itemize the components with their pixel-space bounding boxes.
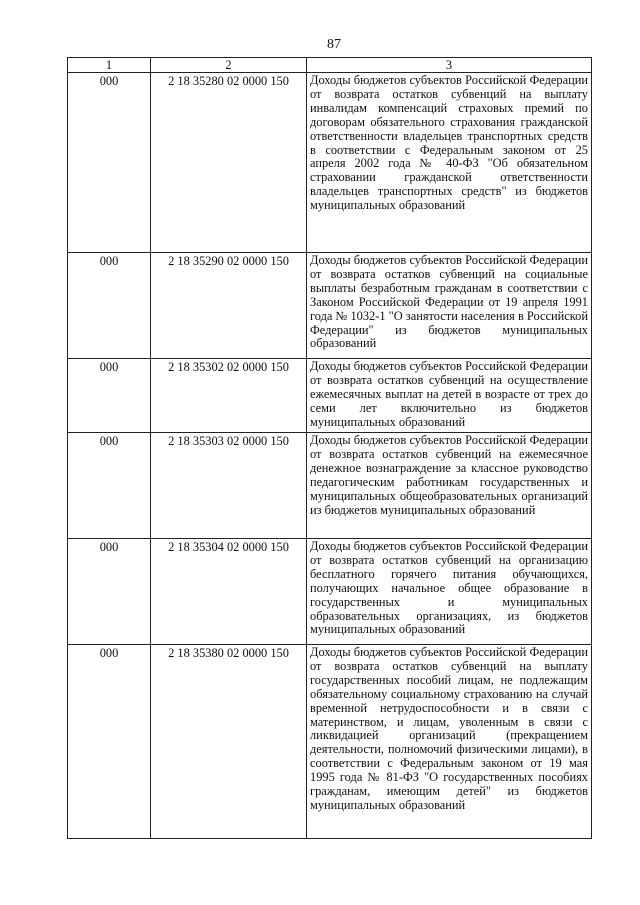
income-name-cell: Доходы бюджетов субъектов Российской Федерации от возврата остатков субвенций на организацию бесплатного горячего питания обучающихся, получающих начальное общее образование в государственных и муниципальных образовательных организациях, из бюджетов муниципальных образований bbox=[307, 539, 592, 645]
admin-code-cell: 000 bbox=[68, 645, 151, 839]
admin-code-cell: 000 bbox=[68, 73, 151, 253]
table-row bbox=[68, 253, 592, 359]
admin-code-cell: 000 bbox=[68, 359, 151, 433]
table-row bbox=[68, 433, 592, 539]
table-row bbox=[68, 539, 592, 645]
income-name-cell: Доходы бюджетов субъектов Российской Федерации от возврата остатков субвенций на выплату государственных пособий лицам, не подлежащим обязательному социальному страхованию на случай временной нетрудоспособности и в связи с материнством, и лицам, уволенным в связи с ликвидацией организаций (прекращением деятельности, полномочий физическими лицами), в соответствии с Федеральным законом от 19 мая 1995 года № 81-ФЗ "О государственных пособиях гражданам, имеющим детей" из бюджетов муниципальных образований bbox=[307, 645, 592, 839]
income-code-cell: 2 18 35303 02 0000 150 bbox=[151, 433, 307, 539]
admin-code-cell: 000 bbox=[68, 253, 151, 359]
table-header-row bbox=[68, 58, 592, 73]
table-row bbox=[68, 645, 592, 839]
income-code-cell: 2 18 35290 02 0000 150 bbox=[151, 253, 307, 359]
table-row bbox=[68, 73, 592, 253]
income-name-cell: Доходы бюджетов субъектов Российской Федерации от возврата остатков субвенций на социальные выплаты безработным гражданам в соответствии с Законом Российской Федерации от 19 апреля 1991 года № 1032-1 "О занятости населения в Российской Федерации" из бюджетов муниципальных образований bbox=[307, 253, 592, 359]
admin-code-cell: 000 bbox=[68, 433, 151, 539]
income-code-cell: 2 18 35280 02 0000 150 bbox=[151, 73, 307, 253]
column-header-1: 1 bbox=[68, 58, 151, 73]
budget-income-table bbox=[67, 57, 592, 839]
page-number: 87 bbox=[327, 37, 341, 52]
column-header-3: 3 bbox=[307, 58, 592, 73]
income-code-cell: 2 18 35304 02 0000 150 bbox=[151, 539, 307, 645]
income-name-cell: Доходы бюджетов субъектов Российской Федерации от возврата остатков субвенций на выплату инвалидам компенсаций страховых премий по договорам обязательного страхования гражданской ответственности владельцев транспортных средств в соответствии с Федеральным законом от 25 апреля 2002 года № 40-ФЗ "Об обязательном страховании гражданской ответственности владельцев транспортных средств" из бюджетов муниципальных образований bbox=[307, 73, 592, 253]
income-name-cell: Доходы бюджетов субъектов Российской Федерации от возврата остатков субвенций на осуществление ежемесячных выплат на детей в возрасте от трех до семи лет включительно из бюджетов муниципальных образований bbox=[307, 359, 592, 433]
income-code-cell: 2 18 35380 02 0000 150 bbox=[151, 645, 307, 839]
table-row bbox=[68, 359, 592, 433]
income-code-cell: 2 18 35302 02 0000 150 bbox=[151, 359, 307, 433]
income-name-cell: Доходы бюджетов субъектов Российской Федерации от возврата остатков субвенций на ежемесячное денежное вознаграждение за классное руководство педагогическим работникам государственных и муниципальных общеобразовательных организаций из бюджетов муниципальных образований bbox=[307, 433, 592, 539]
admin-code-cell: 000 bbox=[68, 539, 151, 645]
column-header-2: 2 bbox=[151, 58, 307, 73]
